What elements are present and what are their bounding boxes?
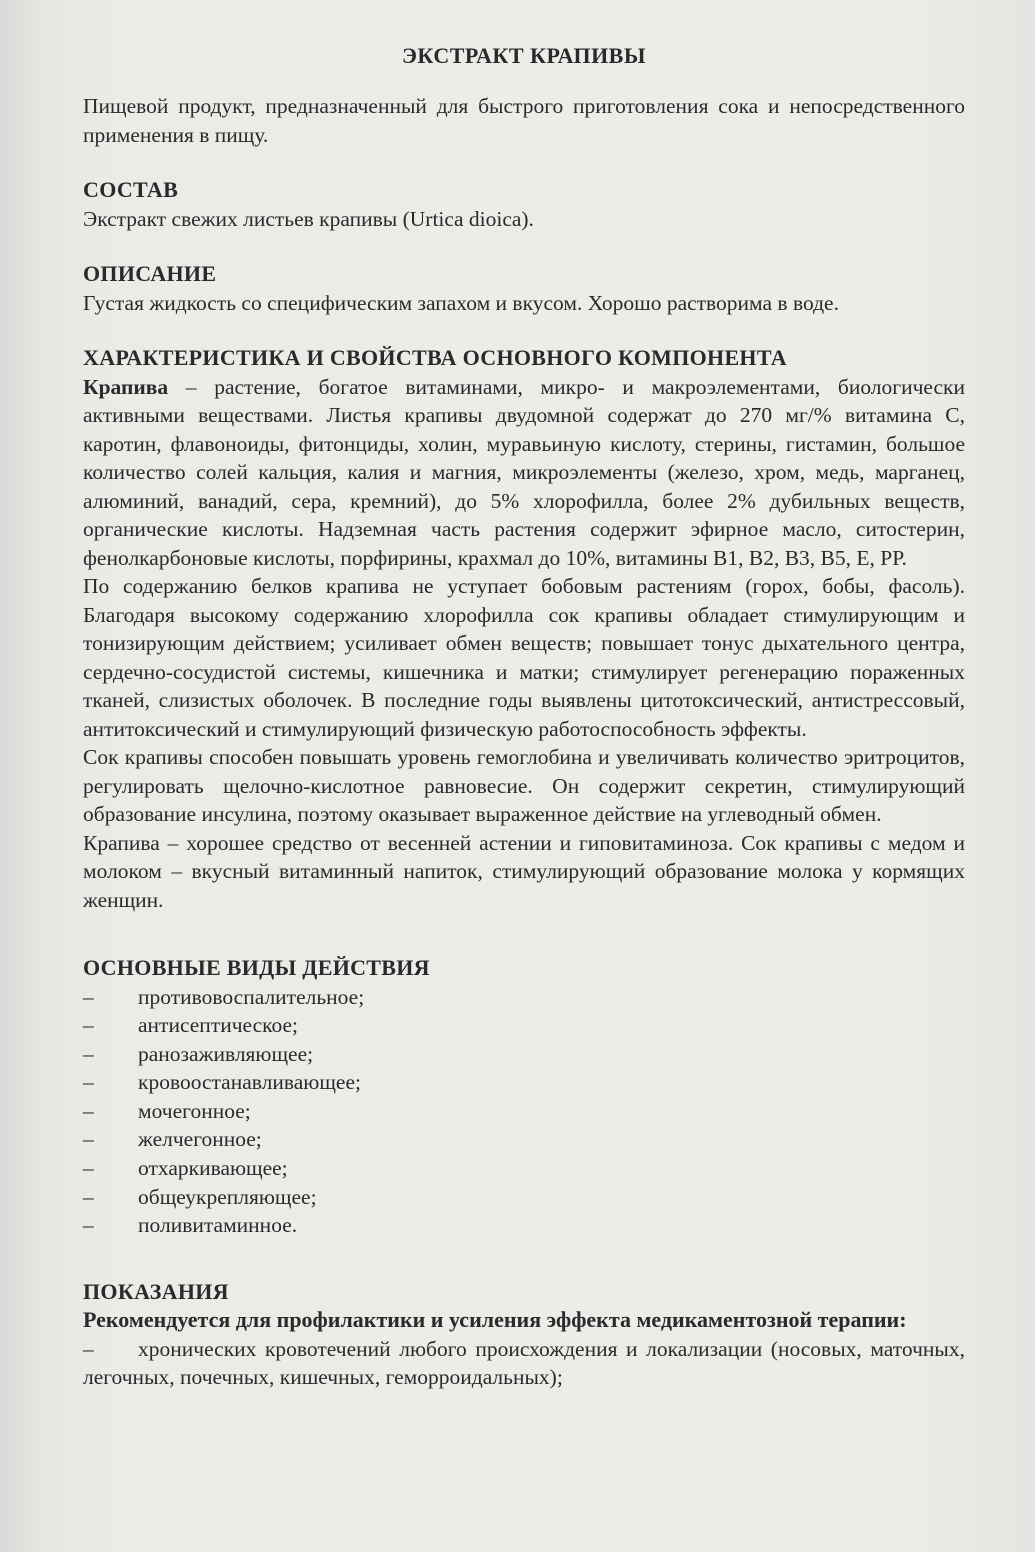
indications-list (83, 1335, 965, 1392)
action-list-item (83, 1183, 965, 1212)
list-item-text: желчегонное; (138, 1127, 262, 1152)
characteristics-heading: ХАРАКТЕРИСТИКА И СВОЙСТВА ОСНОВНОГО КОМПОНЕНТА (83, 345, 787, 370)
actions-list (83, 983, 965, 1240)
characteristics-paragraph-2: По содержанию белков крапива не уступает бобовым растениям (горох, бобы, фасоль). Благодаря высокому содержанию хлорофилла сок крапивы обладает стимулирующим и тонизирующим действием; усиливает обмен веществ; повышает тонус дыхательного центра, сердечно-сосудистой системы, кишечника и матки; стимулирует регенерацию пораженных тканей, слизистых оболочек. В последние годы выявлены цитотоксический, антистрессовый, антитоксический и стимулирующий физическую работоспособность эффекты. (83, 574, 965, 741)
list-dash: – (83, 1041, 94, 1066)
action-list-item (83, 1154, 965, 1183)
composition-text: Экстракт свежих листьев крапивы (Urtica dioica). (83, 206, 534, 231)
list-item-text: хронических кровотечений любого происхождения и локализации (носовых, маточных, легочных, почечных, кишечных, геморроидальных); (83, 1336, 965, 1390)
action-list-item (83, 1125, 965, 1154)
indications-heading: ПОКАЗАНИЯ (83, 1278, 229, 1304)
characteristics-paragraph-4: Крапива – хорошее средство от весенней астении и гиповитаминоза. Сок крапивы с медом и молоком – вкусный витаминный напиток, стимулирующий образование молока у кормящих женщин. (83, 830, 965, 912)
list-item-text: общеукрепляющее; (138, 1184, 317, 1209)
description-text: Густая жидкость со специфическим запахом и вкусом. Хорошо растворима в воде. (83, 290, 839, 315)
document-title: ЭКСТРАКТ КРАПИВЫ (402, 43, 646, 68)
list-dash: – (83, 1070, 94, 1095)
list-dash: – (83, 1184, 94, 1209)
intro-paragraph (83, 92, 965, 149)
list-dash: – (83, 1156, 94, 1181)
indication-list-item (83, 1335, 965, 1392)
nettle-lead-word: Крапива (83, 374, 169, 399)
list-item-text: ранозаживляющее; (138, 1041, 314, 1066)
actions-heading: ОСНОВНЫЕ ВИДЫ ДЕЙСТВИЯ (83, 955, 430, 980)
list-dash: – (83, 1098, 94, 1123)
action-list-item (83, 1097, 965, 1126)
description-heading: ОПИСАНИЕ (83, 261, 217, 286)
list-item-text: антисептическое; (138, 1013, 299, 1038)
action-list-item (83, 1211, 965, 1240)
characteristics-paragraph-1-text: – растение, богатое витаминами, микро- и макроэлементами, биологически активными веществами. Листья крапивы двудомной содержат до 270 мг/% витамина С, каротин, флавоноиды, фитонциды, холин, муравьиную кислоту, стерины, гистамин, большое количество солей кальция, калия и магния, микроэлементы (железо, хром, медь, марганец, алюминий, ванадий, сера, кремний), до 5% хлорофилла, более 2% дубильных веществ, органические кислоты. Надземная часть растения содержит эфирное масло, ситостерин, фенолкарбоновые кислоты, порфирины, крахмал до 10%, витамины В1, В2, В3, В5, Е, РР. (83, 374, 965, 570)
characteristics-paragraph-3: Сок крапивы способен повышать уровень гемоглобина и увеличивать количество эритроцитов, регулировать щелочно-кислотное равновесие. Он содержит секретин, стимулирующий образование инсулина, поэтому оказывает выраженное действие на углеводный обмен. (83, 745, 965, 826)
composition-heading: СОСТАВ (83, 177, 179, 202)
indications-subheading: Рекомендуется для профилактики и усиления эффекта медикаментозной терапии: (83, 1307, 907, 1333)
list-dash: – (83, 1213, 94, 1238)
action-list-item (83, 1068, 965, 1097)
list-item-text: поливитаминное. (138, 1213, 298, 1238)
list-item-text: противовоспалительное; (138, 984, 365, 1009)
list-dash: – (83, 1127, 94, 1152)
characteristics-paragraph-1 (83, 373, 965, 573)
list-dash: – (83, 1336, 94, 1361)
list-item-text: кровоостанавливающее; (138, 1070, 361, 1095)
list-dash: – (83, 1013, 94, 1038)
list-dash: – (83, 984, 94, 1009)
action-list-item (83, 1011, 965, 1040)
intro-text: Пищевой продукт, предназначенный для быстрого приготовления сока и непосредственного применения в пищу. (83, 94, 965, 147)
action-list-item (83, 1040, 965, 1069)
list-item-text: мочегонное; (138, 1098, 251, 1123)
list-item-text: отхаркивающее; (138, 1156, 288, 1181)
action-list-item (83, 983, 965, 1012)
